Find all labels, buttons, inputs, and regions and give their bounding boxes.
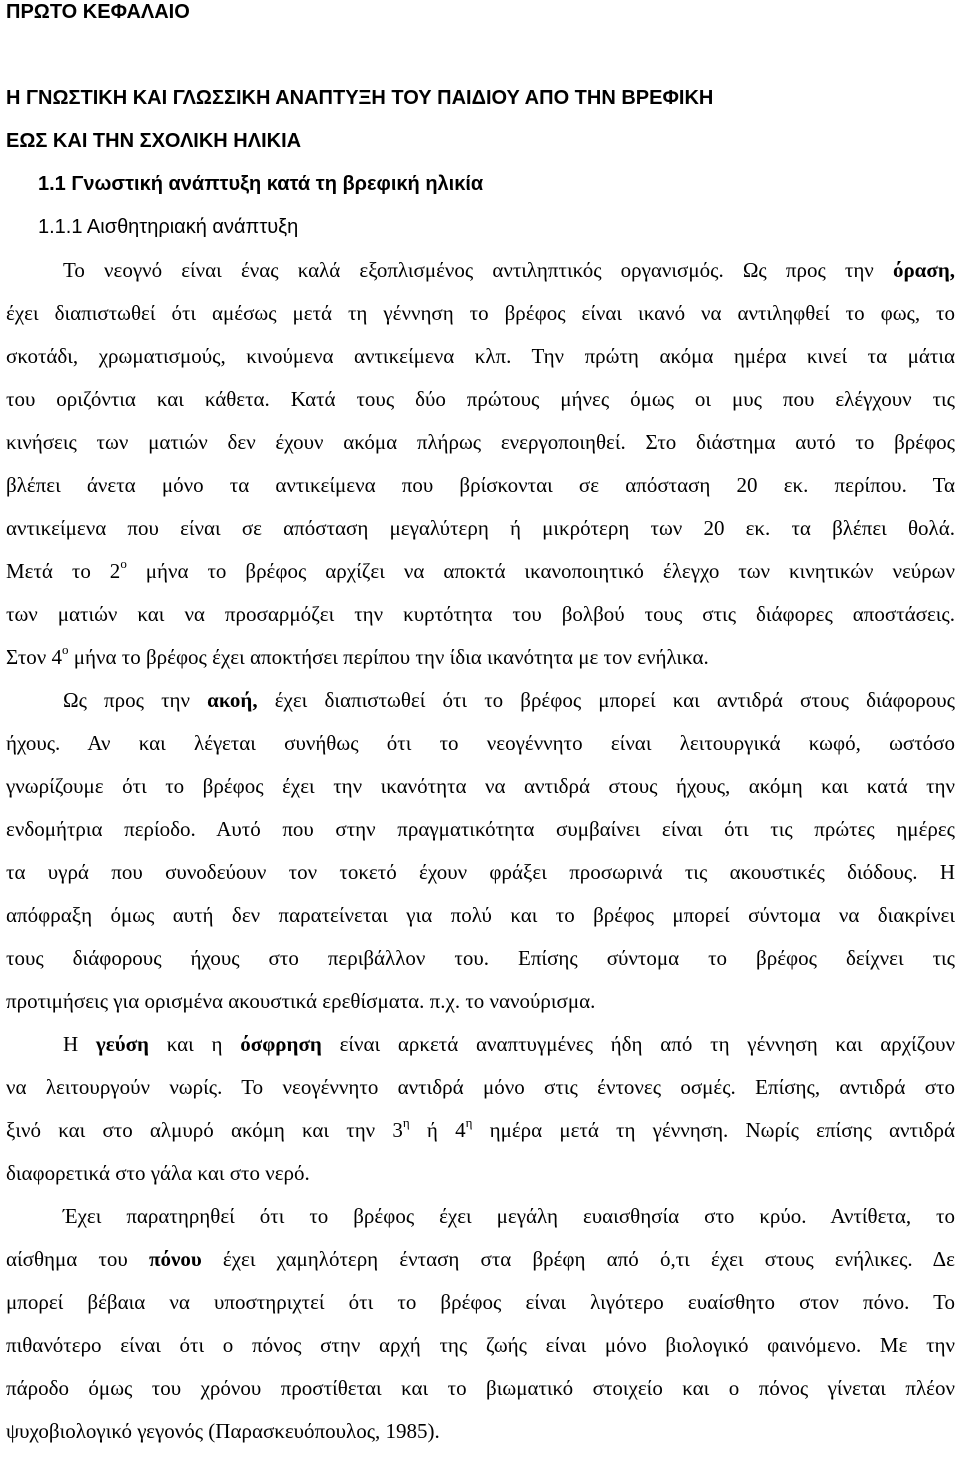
text-run: μήνα το βρέφος έχει αποκτήσει περίπου την ίδια ικανότητα με τον ενήλικα. bbox=[68, 645, 709, 669]
paragraph-line: προτιμήσεις για ορισμένα ακουστικά ερεθίσματα. π.χ. το νανούρισμα. bbox=[6, 989, 596, 1013]
paragraph-line: γνωρίζουμε ότι το βρέφος έχει την ικανότητα να αντιδρά στους ήχους, ακόμη και κατά την bbox=[6, 774, 955, 798]
paragraph-line: τους διάφορους ήχους στο περιβάλλον του. Επίσης σύντομα το βρέφος δείχνει τις bbox=[6, 946, 955, 970]
paragraph-line: βλέπει άνετα μόνο τα αντικείμενα που βρίσκονται σε απόσταση 20 εκ. περίπου. Τα bbox=[6, 473, 955, 497]
section-heading-1-1-1: 1.1.1 Αισθητηριακή ανάπτυξη bbox=[38, 216, 299, 238]
paragraph-line: διαφορετικά στο γάλα και στο νερό. bbox=[6, 1161, 310, 1185]
text-run: Το νεογνό είναι ένας καλά εξοπλισμένος αντιληπτικός οργανισμός. Ως προς την bbox=[63, 258, 893, 282]
text-run: ή 4 bbox=[409, 1118, 466, 1142]
text-run: έχει διαπιστωθεί ότι το βρέφος μπορεί και αντιδρά στους διάφορους bbox=[257, 688, 955, 712]
text-run: μήνα το βρέφος αρχίζει να αποκτά ικανοποιητικό έλεγχο των κινητικών νεύρων bbox=[126, 559, 956, 583]
paragraph-line: κινήσεις των ματιών δεν έχουν ακόμα πλήρως ενεργοποιηθεί. Στο διάστημα αυτό το βρέφος bbox=[6, 430, 955, 454]
paragraph-line: έχει διαπιστωθεί ότι αμέσως μετά τη γέννηση το βρέφος είναι ικανό να αντιληφθεί το φως, το bbox=[6, 301, 955, 325]
paragraph-line bbox=[63, 688, 955, 712]
paragraph-line bbox=[6, 1247, 955, 1271]
paragraph-line: μπορεί βέβαια να υποστηριχτεί ότι το βρέφος είναι λιγότερο ευαίσθητο στον πόνο. Το bbox=[6, 1290, 955, 1314]
bold-term-taste: γεύση bbox=[95, 1032, 149, 1056]
text-run: και η bbox=[148, 1032, 241, 1056]
text-run: ξινό και στο αλμυρό ακόμη και την 3 bbox=[6, 1118, 403, 1142]
section-heading-1-1: 1.1 Γνωστική ανάπτυξη κατά τη βρεφική ηλικία bbox=[38, 173, 484, 195]
paragraph-line bbox=[6, 556, 956, 583]
paragraph-line: ψυχοβιολογικό γεγονός (Παρασκευόπουλος, 1985). bbox=[6, 1419, 440, 1443]
text-run: Στον 4 bbox=[6, 645, 63, 669]
paragraph-line: του οριζόντια και κάθετα. Κατά τους δύο πρώτους μήνες όμως οι μυς που ελέγχουν τις bbox=[6, 387, 955, 411]
bold-term-hearing: ακοή, bbox=[207, 688, 258, 712]
paragraph-line: πιθανότερο είναι ότι ο πόνος στην αρχή της ζωής είναι μόνο βιολογικό φαινόμενο. Με την bbox=[6, 1333, 955, 1357]
paragraph-line: Έχει παρατηρηθεί ότι το βρέφος έχει μεγάλη ευαισθησία στο κρύο. Αντίθετα, το bbox=[63, 1204, 955, 1228]
text-run: Μετά το 2 bbox=[6, 559, 121, 583]
part-title-line-2: ΕΩΣ ΚΑΙ ΤΗΝ ΣΧΟΛΙΚΗ ΗΛΙΚΙΑ bbox=[6, 130, 302, 152]
paragraph-line bbox=[6, 642, 709, 669]
text-run: είναι αρκετά αναπτυγμένες ήδη από τη γέννηση και αρχίζουν bbox=[321, 1032, 955, 1056]
bold-term-pain: πόνου bbox=[148, 1247, 202, 1271]
text-run: έχει χαμηλότερη ένταση στα βρέφη από ό,τι έχει στους ενήλικες. Δε bbox=[201, 1247, 955, 1271]
paragraph-line: να λειτουργούν νωρίς. Το νεογέννητο αντιδρά μόνο στις έντονες οσμές. Επίσης, αντιδρά στο bbox=[6, 1075, 955, 1099]
paragraph-line: πάροδο όμως του χρόνου προστίθεται και το βιωματικό στοιχείο και ο πόνος γίνεται πλέον bbox=[6, 1376, 955, 1400]
paragraph-line: σκοτάδι, χρωματισμούς, κινούμενα αντικείμενα κλπ. Την πρώτη ακόμα ημέρα κινεί τα μάτια bbox=[6, 344, 955, 368]
paragraph-line bbox=[63, 258, 955, 282]
superscript: ο bbox=[120, 556, 127, 571]
paragraph-line: ενδομήτρια περίοδο. Αυτό που στην πραγματικότητα συμβαίνει είναι ότι τις πρώτες ημέρες bbox=[6, 817, 955, 841]
superscript: η bbox=[465, 1115, 473, 1130]
chapter-title: ΠΡΩΤΟ ΚΕΦΑΛΑΙΟ bbox=[6, 1, 190, 23]
paragraph-line bbox=[63, 1032, 955, 1056]
text-run: αίσθημα του bbox=[6, 1247, 149, 1271]
bold-term-vision: όραση, bbox=[892, 258, 955, 282]
paragraph-line: των ματιών και να προσαρμόζει την κυρτότητα του βολβού τους στις διάφορες αποστάσεις. bbox=[6, 602, 955, 626]
paragraph-line: ήχους. Αν και λέγεται συνήθως ότι το νεογέννητο είναι λειτουργικά κωφό, ωστόσο bbox=[6, 731, 955, 755]
paragraph-line: αντικείμενα που είναι σε απόσταση μεγαλύτερη ή μικρότερη των 20 εκ. τα βλέπει θολά. bbox=[6, 516, 955, 540]
superscript: η bbox=[402, 1115, 410, 1130]
text-run: Ως προς την bbox=[63, 688, 208, 712]
text-run: ημέρα μετά τη γέννηση. Νωρίς επίσης αντιδρά bbox=[472, 1118, 955, 1142]
text-run: Η bbox=[63, 1032, 96, 1056]
paragraph-line: απόφραξη όμως αυτή δεν παρατείνεται για πολύ και το βρέφος μπορεί σύντομα να διακρίνει bbox=[6, 903, 955, 927]
part-title-line-1: Η ΓΝΩΣΤΙΚΗ ΚΑΙ ΓΛΩΣΣΙΚΗ ΑΝΑΠΤΥΞΗ ΤΟΥ ΠΑΙΔΙΟΥ ΑΠΟ ΤΗΝ ΒΡΕΦΙΚΗ bbox=[6, 87, 714, 109]
superscript: ο bbox=[62, 642, 69, 657]
paragraph-line bbox=[6, 1115, 955, 1142]
bold-term-smell: όσφρηση bbox=[240, 1032, 322, 1056]
paragraph-line: τα υγρά που συνοδεύουν τον τοκετό έχουν φράξει προσωρινά τις ακουστικές διόδους. Η bbox=[6, 860, 955, 884]
